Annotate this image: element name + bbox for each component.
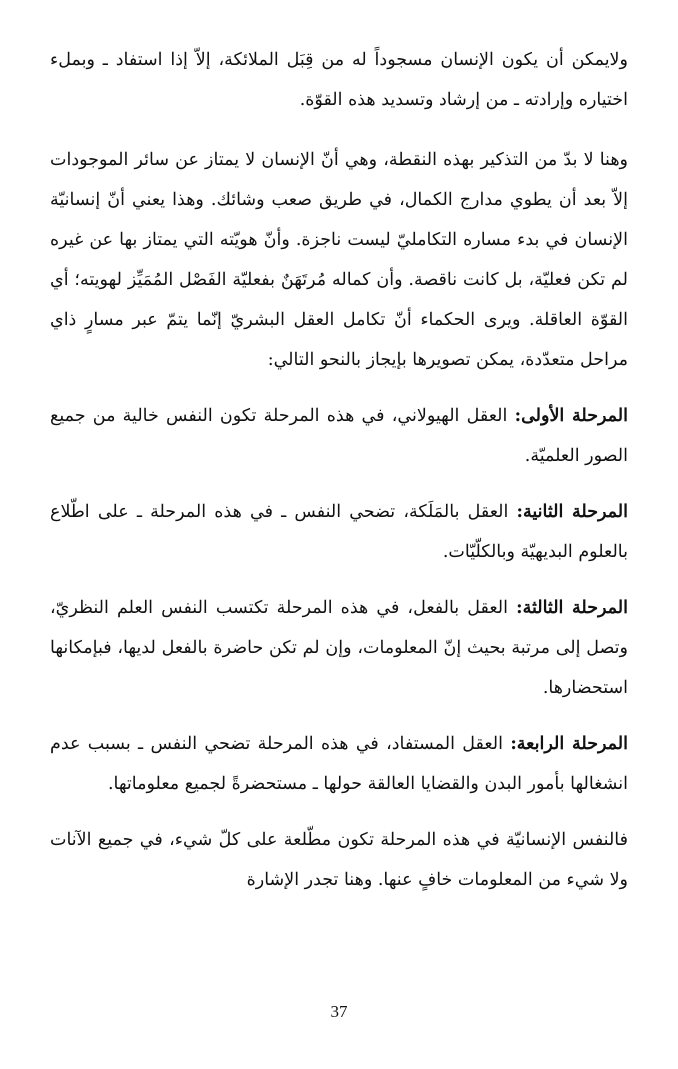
stage-3-paragraph	[50, 588, 628, 708]
stage-4-paragraph	[50, 724, 628, 804]
stage-4-title: المرحلة الرابعة:	[510, 734, 628, 754]
stage-2-title: المرحلة الثانية:	[516, 502, 628, 522]
stage-4-text: العقل المستفاد، في هذه المرحلة تضحي النفس ـ بسبب عدم انشغالها بأمور البدن والقضايا العالقة حولها ـ مستحضرةً لجميع معلوماتها.	[50, 734, 628, 794]
stage-3-title: المرحلة الثالثة:	[516, 598, 628, 618]
stage-2-paragraph	[50, 492, 628, 572]
stage-1-text: العقل الهيولاني، في هذه المرحلة تكون النفس خالية من جميع الصور العلميّة.	[50, 406, 628, 466]
stage-2-text: العقل بالمَلَكة، تضحي النفس ـ في هذه المرحلة ـ على اطّلاع بالعلوم البديهيّة وبالكلّيّات.	[50, 502, 628, 562]
document-page	[50, 40, 628, 916]
stage-3-text: العقل بالفعل، في هذه المرحلة تكتسب النفس العلم النظريّ، وتصل إلى مرتبة بحيث إنّ المعلومات، وإن لم تكن حاضرة بالفعل لديها، فبإمكانها استحضارها.	[50, 598, 628, 698]
stage-1-title: المرحلة الأولى:	[514, 406, 628, 426]
page-number: 37	[330, 1002, 348, 1021]
body-paragraph: وهنا لا بدّ من التذكير بهذه النقطة، وهي أنّ الإنسان لا يمتاز عن سائر الموجودات إلاّ بعد أن يطوي مدارج الكمال، في طريق صعب وشائك. وهذا يعني أنّ إنسانيّة الإنسان في بدء مساره التكامليّ ليست ناجزة. وأنّ هويّته التي يمتاز بها عن غيره لم تكن فعليّة، بل كانت ناقصة. وأن كماله مُرتَهَنٌ بفعليّة الفَصْل المُمَيِّز لهويته؛ أي القوّة العاقلة. ويرى الحكماء أنّ تكامل العقل البشريّ إنّما يتمّ عبر مسارٍ ذاي مراحل متعدّدة، يمكن تصويرها بإيجاز بالنحو التالي:	[50, 150, 628, 370]
closing-paragraph: فالنفس الإنسانيّة في هذه المرحلة تكون مطّلعة على كلّ شيء، في جميع الآنات ولا شيء من المعلومات خافٍ عنها. وهنا تجدر الإشارة	[50, 830, 628, 890]
intro-paragraph: ولايمكن أن يكون الإنسان مسجوداً له من قِبَل الملائكة، إلاّ إذا استفاد ـ وبملء اختياره وإرادته ـ من إرشاد وتسديد هذه القوّة.	[50, 50, 628, 110]
stage-1-paragraph	[50, 396, 628, 476]
